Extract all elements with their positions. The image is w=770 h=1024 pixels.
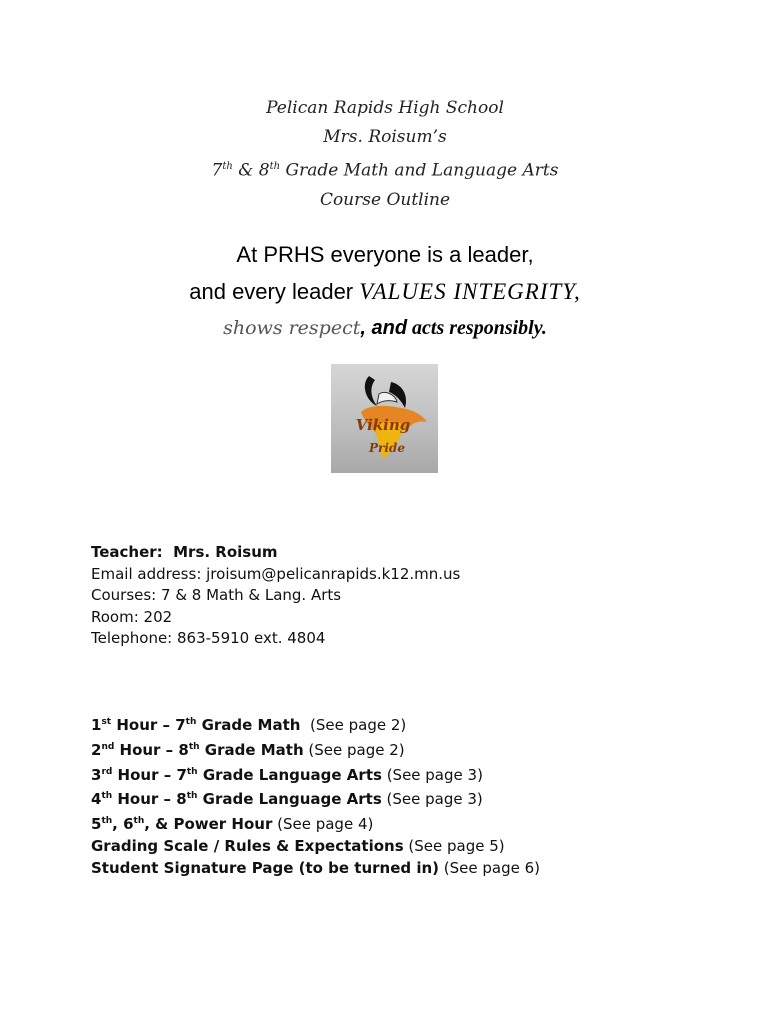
teacher-title: Mrs. Roisum’s — [323, 127, 447, 147]
school-name: Pelican Rapids High School — [266, 98, 504, 118]
courses-line: Courses: 7 & 8 Math & Lang. Arts — [91, 586, 342, 604]
teacher-info — [91, 542, 460, 650]
list-item: 1st Hour – 7th Grade Math (See page 2) — [91, 716, 407, 734]
motto-line-3: shows respect, and acts responsibly. — [223, 317, 547, 339]
grade-subjects: 7th & 8th Grade Math and Language Arts — [211, 160, 559, 181]
logo-text-viking: Viking — [355, 416, 411, 434]
list-item: 4th Hour – 8th Grade Language Arts (See page 3) — [91, 790, 483, 809]
outline-title: Course Outline — [319, 189, 451, 210]
motto-line-1: At PRHS everyone is a leader, — [236, 242, 534, 267]
room-line: Room: 202 — [91, 607, 173, 626]
list-item: Student Signature Page (to be turned in) (See page 6) — [91, 858, 541, 877]
phone-line: Telephone: 863-5910 ext. 4804 — [91, 629, 326, 647]
viking-pride-logo — [331, 364, 438, 473]
teacher-line: Teacher: Mrs. Roisum — [91, 543, 278, 561]
list-item: 2nd Hour – 8th Grade Math (See page 2) — [91, 740, 405, 759]
horn-left-icon — [365, 376, 377, 406]
values-integrity: VALUES INTEGRITY, — [359, 279, 581, 304]
course-header — [0, 94, 770, 215]
school-motto — [0, 236, 770, 345]
schedule-list — [91, 712, 540, 880]
list-item: Grading Scale / Rules & Expectations (See page 5) — [91, 836, 505, 855]
list-item: 5th, 6th, & Power Hour (See page 4) — [91, 815, 374, 834]
email-line: Email address: jroisum@pelicanrapids.k12.mn.us — [91, 564, 461, 583]
list-item: 3rd Hour – 7th Grade Language Arts (See page 3) — [91, 765, 483, 784]
viking-helmet-icon — [331, 364, 438, 473]
logo-text-pride: Pride — [369, 441, 405, 455]
motto-line-2: and every leader VALUES INTEGRITY, — [189, 279, 581, 304]
